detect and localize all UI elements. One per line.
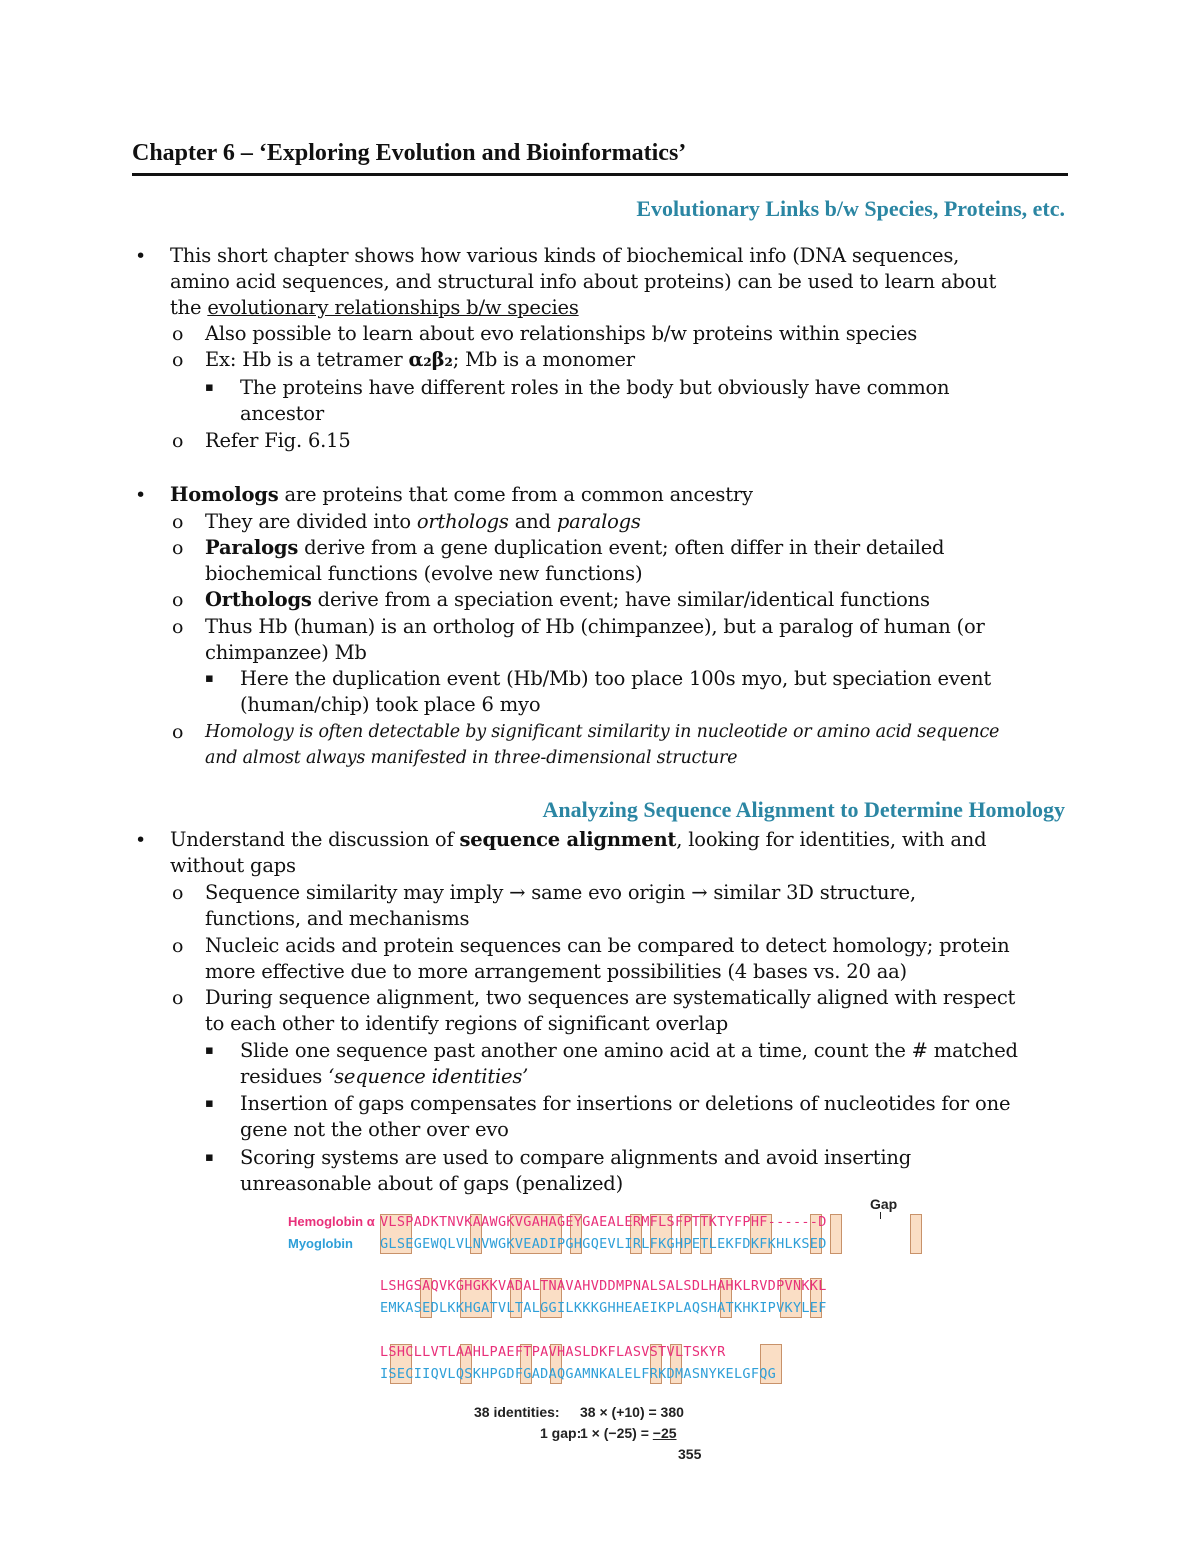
bullet-disc-icon: • — [135, 829, 147, 851]
text-line: Slide one sequence past another one amino acid at a time, count the # matched — [240, 1039, 1018, 1062]
text-line: chimpanzee) Mb — [205, 641, 367, 664]
text-line: Understand the discussion of sequence alignment, looking for identities, with and — [170, 828, 987, 851]
text-line: gene not the other over evo — [240, 1118, 509, 1141]
sequence-alignment-figure — [280, 1196, 960, 1476]
text-line: Paralogs derive from a gene duplication event; often differ in their detailed — [205, 536, 945, 559]
myoglobin-sequence-row-3: ISECIIQVLQSKHPGDFGADAQGAMNKALELFRKDMASNYKELGFQG — [380, 1366, 777, 1382]
text-line: (human/chip) took place 6 myo — [240, 693, 541, 716]
bullet-circle-icon: o — [172, 882, 184, 904]
gap-score-calc: 1 × (−25) = −25 — [580, 1425, 677, 1441]
text-line: Scoring systems are used to compare alignments and avoid inserting — [240, 1146, 912, 1169]
bullet-circle-icon: o — [172, 323, 184, 345]
bullet-square-icon: ▪ — [205, 1150, 214, 1165]
section-heading-sequence-alignment: Analyzing Sequence Alignment to Determine Homology — [542, 797, 1065, 822]
text-line: amino acid sequences, and structural info about proteins) can be used to learn about — [170, 270, 997, 293]
bullet-circle-icon: o — [172, 616, 184, 638]
bullet-circle-icon: o — [172, 987, 184, 1009]
bullet-circle-icon: o — [172, 721, 184, 743]
bullet-disc-icon: • — [135, 245, 147, 267]
hemoglobin-sequence-row-2: LSHGSAQVKGHGKKVADALTNAVAHVDDMPNALSALSDLHAHKLRVDPVNKKL — [380, 1278, 827, 1294]
section-heading-evolutionary-links: Evolutionary Links b/w Species, Proteins, etc. — [636, 196, 1065, 221]
text-line: During sequence alignment, two sequences are systematically aligned with respect — [205, 986, 1016, 1009]
myoglobin-label: Myoglobin — [288, 1236, 353, 1251]
bullet-circle-icon: o — [172, 430, 184, 452]
bullet-circle-icon: o — [172, 349, 184, 371]
text-line: Ex: Hb is a tetramer α₂β₂; Mb is a monomer — [205, 348, 635, 371]
hemoglobin-sequence-row-3: LSHCLLVTLAAHLPAEFTPAVHASLDKFLASVSTVLTSKYR — [380, 1344, 726, 1360]
text-line: more effective due to more arrangement possibilities (4 bases vs. 20 aa) — [205, 960, 907, 983]
myoglobin-sequence-row-1: GLSEGEWQLVLNVWGKVEADIPGHGQEVLIRLFKGHPETLEKFDKFKHLKSED — [380, 1236, 827, 1252]
text-line: Sequence similarity may imply → same evo origin → similar 3D structure, — [205, 881, 916, 904]
bullet-square-icon: ▪ — [205, 671, 214, 686]
bullet-disc-icon: • — [135, 484, 147, 506]
identity-highlight — [910, 1214, 922, 1254]
hemoglobin-label: Hemoglobin α — [288, 1214, 375, 1229]
bullet-circle-icon: o — [172, 537, 184, 559]
text-line: and almost always manifested in three-dimensional structure — [205, 748, 738, 768]
text-line: Homology is often detectable by significant similarity in nucleotide or amino acid sequence — [205, 722, 1000, 742]
text-line: Thus Hb (human) is an ortholog of Hb (chimpanzee), but a paralog of human (or — [205, 615, 985, 638]
bullet-square-icon: ▪ — [205, 1096, 214, 1111]
bullet-square-icon: ▪ — [205, 380, 214, 395]
text-line: without gaps — [170, 854, 296, 877]
text-line: unreasonable about of gaps (penalized) — [240, 1172, 623, 1195]
total-score: 355 — [678, 1446, 702, 1462]
chapter-title: Chapter 6 – ‘Exploring Evolution and Bioinformatics’ — [132, 140, 1068, 176]
text-line: This short chapter shows how various kinds of biochemical info (DNA sequences, — [170, 244, 960, 267]
greek-formula: α₂β₂ — [408, 348, 453, 371]
text-line: Here the duplication event (Hb/Mb) too place 100s myo, but speciation event — [240, 667, 992, 690]
gap-label: Gap — [870, 1196, 898, 1212]
bullet-circle-icon: o — [172, 935, 184, 957]
gap-score-label: 1 gap: — [540, 1425, 582, 1441]
bullet-square-icon: ▪ — [205, 1043, 214, 1058]
text-line: functions, and mechanisms — [205, 907, 470, 930]
identity-highlight — [830, 1214, 842, 1254]
myoglobin-sequence-row-2: EMKASEDLKKHGATVLTALGGILKKKGHHEAEIKPLAQSHATKHKIPVKYLEF — [380, 1300, 827, 1316]
text-line: Also possible to learn about evo relationships b/w proteins within species — [205, 322, 918, 345]
identities-label: 38 identities: — [474, 1404, 560, 1420]
text-line: biochemical functions (evolve new functions) — [205, 562, 643, 585]
text-line: the evolutionary relationships b/w species — [170, 296, 579, 319]
text-line: residues ‘sequence identities’ — [240, 1065, 529, 1088]
text-line: Refer Fig. 6.15 — [205, 429, 351, 452]
gap-pointer — [880, 1212, 881, 1219]
bullet-circle-icon: o — [172, 511, 184, 533]
hemoglobin-sequence-row-1: VLSPADKTNVKAAWGKVGAHAGEYGAEALERMFLSFPTTKTYFPHF------D — [380, 1214, 827, 1230]
text-line: to each other to identify regions of significant overlap — [205, 1012, 729, 1035]
text-line: The proteins have different roles in the body but obviously have common — [240, 376, 950, 399]
bullet-circle-icon: o — [172, 589, 184, 611]
text-line: They are divided into orthologs and paralogs — [205, 510, 641, 533]
text-line: Orthologs derive from a speciation event; have similar/identical functions — [205, 588, 930, 611]
text-line: Insertion of gaps compensates for insertions or deletions of nucleotides for one — [240, 1092, 1011, 1115]
text-line: Nucleic acids and protein sequences can be compared to detect homology; protein — [205, 934, 1010, 957]
underlined-phrase: evolutionary relationships b/w species — [207, 296, 579, 319]
identities-calc: 38 × (+10) = 380 — [580, 1404, 684, 1420]
text-line: ancestor — [240, 402, 324, 425]
text-line: Homologs are proteins that come from a common ancestry — [170, 483, 753, 506]
